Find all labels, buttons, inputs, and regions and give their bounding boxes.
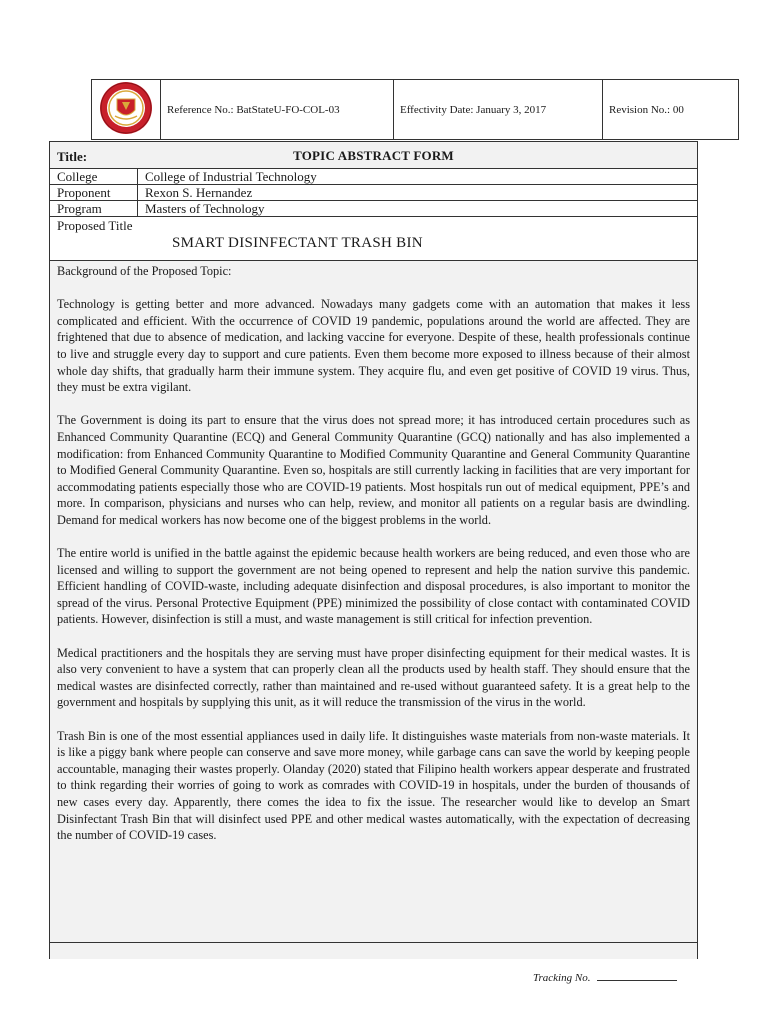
university-seal-icon: [95, 80, 157, 136]
program-row: [50, 201, 697, 217]
document-header: [91, 79, 739, 140]
title-label: Title:: [57, 149, 88, 164]
college-value: College of Industrial Technology: [145, 169, 317, 184]
effectivity-date: Effectivity Date: January 3, 2017: [394, 80, 603, 140]
tracking-label: Tracking No.: [533, 972, 591, 984]
proposed-title-row: [50, 217, 697, 261]
proposed-title-value: SMART DISINFECTANT TRASH BIN: [172, 235, 423, 251]
proposed-title-label: Proposed Title: [57, 218, 133, 233]
background-label: Background of the Proposed Topic:: [57, 264, 232, 278]
title-row: [50, 142, 697, 169]
reference-number: Reference No.: BatStateU-FO-COL-03: [161, 80, 394, 140]
proponent-row: [50, 185, 697, 201]
proponent-label: Proponent: [50, 185, 138, 200]
background-paragraph-2: The Government is doing its part to ensure that the virus does not spread more; it has introduced certain procedures such as Enhanced Community Quarantine (ECQ) and General Community Quarantine (GCQ) nationally and has also implemented a modification: from Enhanced Community Quarantine to Modified Community Quarantine and General Community Quarantine to Modified General Community Quarantine. Even so, hospitals are still currently lacking in facilities that are very important for accommodating patients especially those who are COVID-19 patients. Most hospitals run out of medical equipment, PPE’s and more. In comparison, physicians and nurses who can help, review, and monitor all patients on a regular basis are dwindling. Demand for medical workers has now become one of the biggest problems in the world.: [57, 413, 690, 527]
background-paragraph-3: The entire world is unified in the battle against the epidemic because health workers are being reduced, and even those who are licensed and willing to support the government are not being opened to represent and help the nation survive this pandemic. Efficient handling of COVID-waste, including adequate disinfection and disposal procedures, is also important to monitor the spread of the virus. Personal Protective Equipment (PPE) minimized the possibility of close contact with contaminated COVID patients. However, disinfection is still a must, and waste management is still critical for infection prevention.: [57, 546, 690, 627]
university-logo-cell: [92, 80, 161, 140]
college-row: [50, 169, 697, 185]
tracking-number-field[interactable]: [597, 970, 677, 981]
form-bottom-divider: [50, 942, 697, 943]
college-label: College: [50, 169, 138, 184]
form-title: TOPIC ABSTRACT FORM: [293, 148, 454, 163]
topic-abstract-form: [49, 141, 698, 959]
background-paragraph-4: Medical practitioners and the hospitals they are serving must have proper disinfecting equipment for their medical wastes. It is also very convenient to have a system that can properly clean all the products used by health staff. They should ensure that the medical wastes are disinfected correctly, rather than maintained and re-used without guaranteed safety. It is a great help to the government and hospitals by supplying this unit, as it will reduce the transmission of the virus in the world.: [57, 645, 690, 710]
revision-number: Revision No.: 00: [603, 80, 739, 140]
program-value: Masters of Technology: [145, 201, 265, 216]
tracking-number: [533, 970, 677, 984]
background-section: [50, 261, 697, 844]
program-label: Program: [50, 201, 138, 216]
background-paragraph-5: Trash Bin is one of the most essential appliances used in daily life. It distinguishes waste materials from non-waste materials. It is like a piggy bank where people can conserve and save more money, while garbage cans can save the world by keeping people accountable, managing their wastes properly. Olanday (2020) stated that Filipino health workers appear desperate and frustrated to think regarding their worries of going to work as comrades with COVID-19 in hospitals, under the burden of thousands of new cases every day. Apparently, there comes the idea to fix the issue. The researcher would like to develop an Smart Disinfectant Trash Bin that will disinfect used PPE and other medical wastes automatically, with the expectation of decreasing the number of COVID-19 cases.: [57, 728, 690, 843]
proponent-value: Rexon S. Hernandez: [145, 185, 253, 200]
background-paragraph-1: Technology is getting better and more advanced. Nowadays many gadgets come with an automation that makes it less complicated and efficient. With the occurrence of COVID 19 pandemic, populations around the world are affected. They are frightened that due to absence of medication, and lacking vaccine for everyone. Despite of these, health professionals continue to live and struggle every day to support and cure patients. Even them become more exposed to illness because of their almost whole day shifts, that gradually harm their immune system. They acquire flu, and even get positive of COVID 19 virus. Thus, they must be extra vigilant.: [57, 297, 690, 395]
